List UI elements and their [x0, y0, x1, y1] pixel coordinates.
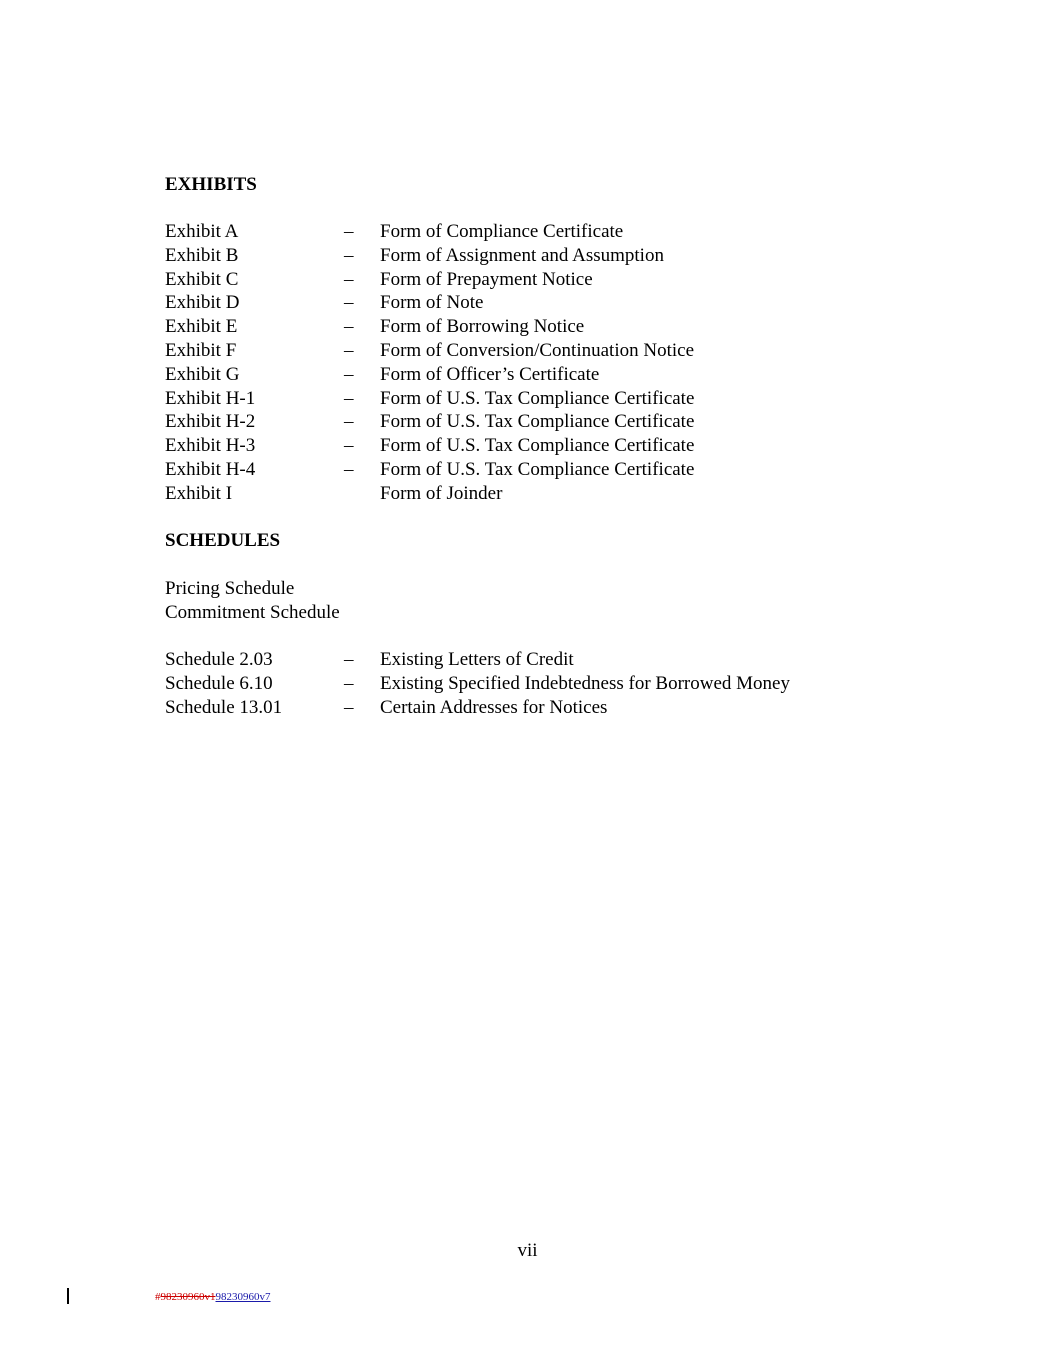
schedule-label: Schedule 6.10: [165, 672, 273, 694]
exhibit-label: Exhibit D: [165, 292, 240, 314]
dash-separator: –: [344, 458, 354, 480]
dash-separator: –: [344, 268, 354, 290]
exhibit-description: Form of Prepayment Notice: [380, 268, 593, 290]
dash-separator: –: [344, 292, 354, 314]
exhibit-label: Exhibit H-2: [165, 411, 256, 433]
dash-separator: –: [344, 696, 354, 718]
list-item: Pricing Schedule: [165, 578, 295, 599]
change-bar: [67, 1288, 69, 1304]
exhibit-label: Exhibit A: [165, 221, 239, 242]
dash-separator: –: [344, 244, 354, 266]
exhibit-description: Form of U.S. Tax Compliance Certificate: [380, 387, 695, 409]
exhibit-description: Form of U.S. Tax Compliance Certificate: [380, 435, 695, 457]
exhibits-heading: EXHIBITS: [165, 174, 257, 195]
exhibit-description: Form of Conversion/Continuation Notice: [380, 339, 695, 361]
dash-separator: –: [344, 363, 354, 385]
exhibit-description: Form of U.S. Tax Compliance Certificate: [380, 458, 695, 480]
schedule-description: Existing Letters of Credit: [380, 649, 574, 670]
exhibit-description: Form of Compliance Certificate: [380, 221, 624, 242]
exhibit-description: Form of Borrowing Notice: [380, 316, 585, 338]
exhibit-description: Form of Assignment and Assumption: [380, 244, 664, 266]
schedule-description: Existing Specified Indebtedness for Borrowed Money: [380, 672, 790, 694]
exhibit-label: Exhibit E: [165, 316, 238, 338]
dash-separator: –: [344, 411, 354, 433]
dash-separator: –: [344, 672, 354, 694]
exhibit-description: Form of Joinder: [380, 482, 503, 504]
exhibit-label: Exhibit G: [165, 363, 240, 385]
dash-separator: –: [344, 387, 354, 409]
exhibit-label: Exhibit B: [165, 244, 239, 266]
dash-separator: –: [344, 316, 354, 338]
schedules-heading: SCHEDULES: [165, 530, 281, 551]
exhibit-description: Form of U.S. Tax Compliance Certificate: [380, 411, 695, 433]
schedule-description: Certain Addresses for Notices: [380, 696, 608, 718]
list-item: Commitment Schedule: [165, 601, 340, 623]
schedule-label: Schedule 2.03: [165, 649, 273, 670]
exhibit-description: Form of Officer’s Certificate: [380, 363, 600, 385]
exhibit-description: Form of Note: [380, 292, 484, 314]
exhibit-label: Exhibit H-3: [165, 435, 256, 457]
exhibit-label: Exhibit I: [165, 482, 233, 504]
exhibit-label: Exhibit H-4: [165, 458, 256, 480]
doc-id-inserted: 98230960v7: [215, 1291, 271, 1303]
document-id: [155, 1290, 271, 1304]
dash-separator: –: [344, 435, 354, 457]
doc-id-prefix: #: [155, 1291, 161, 1303]
schedules-plain-list: [165, 577, 340, 625]
dash-separator: –: [344, 649, 354, 670]
schedule-label: Schedule 13.01: [165, 696, 283, 718]
dash-separator: –: [344, 339, 354, 361]
exhibit-label: Exhibit F: [165, 339, 237, 361]
exhibit-label: Exhibit H-1: [165, 387, 256, 409]
exhibit-label: Exhibit C: [165, 268, 239, 290]
doc-id-deleted: 98230960v1: [160, 1291, 216, 1303]
dash-separator: –: [344, 221, 354, 242]
page-number: vii: [517, 1240, 538, 1261]
